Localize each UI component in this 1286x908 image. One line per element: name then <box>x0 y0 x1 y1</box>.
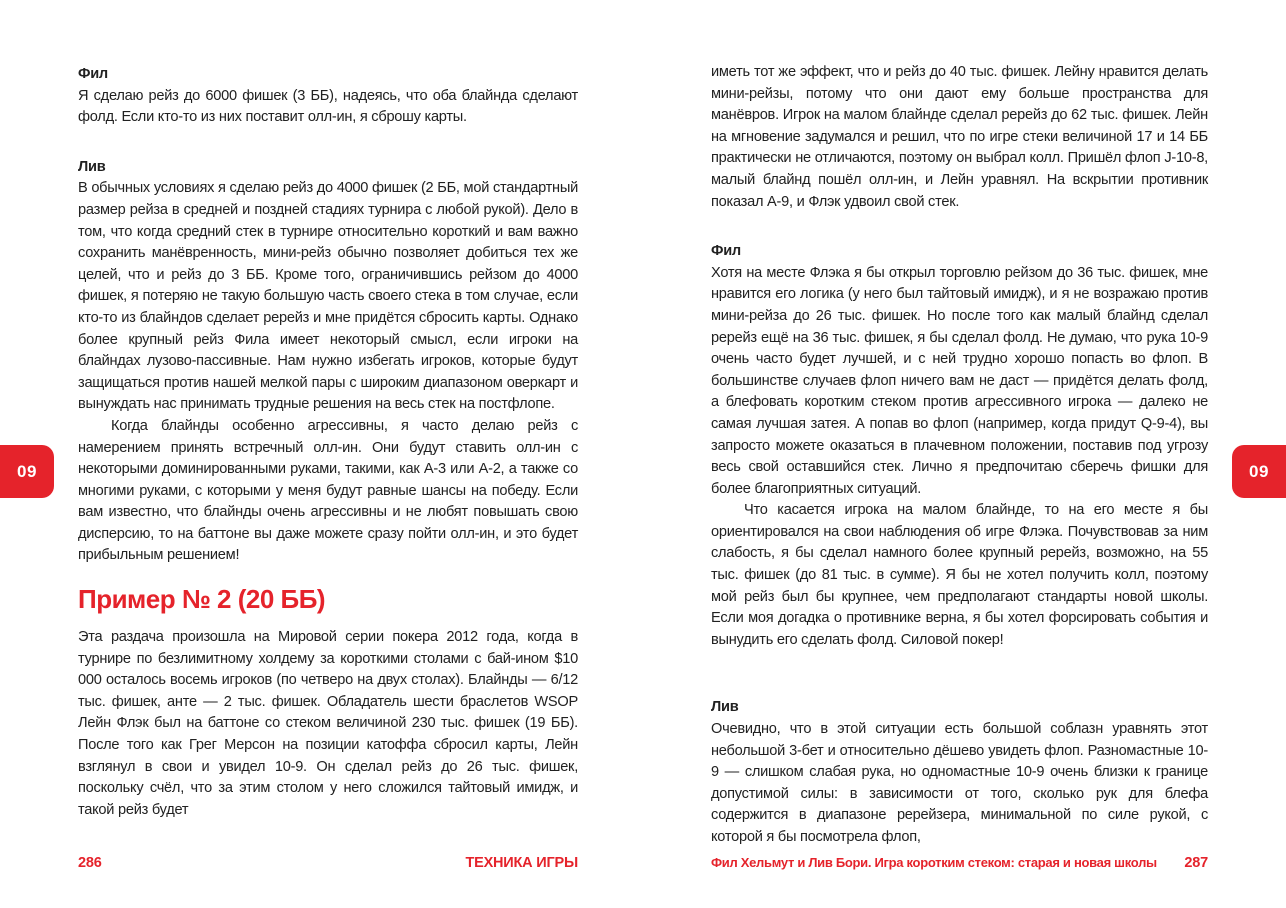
speaker-heading: Лив <box>78 158 106 175</box>
running-title-right: Фил Хельмут и Лив Бори. Игра коротким стеком: старая и новая школы <box>711 855 1157 870</box>
speaker-heading: Фил <box>711 243 741 260</box>
body-paragraph: иметь тот же эффект, что и рейз до 40 тыс. фишек. Лейну нравится делать мини-рейзы, потому что они дают ему больше пространства для манёвров. Игрок на малом блайнде сделал ререйз до 62 тыс. фишек. Лейн на мгновение задумался и решил, что по игре стеки величиной 17 и 14 ББ практически не отличаются, поэтому он выбрал колл. Пришёл флоп J-10-8, малый блайнд пошёл олл-ин, и Лейн уравнял. На вскрытии противник показал А-9, и Флэк удвоил свой стек. <box>711 64 1208 210</box>
body-paragraph: Когда блайнды особенно агрессивны, я часто делаю рейз с намерением принять встречный олл-ин. Они будут ставить олл-ин с некоторыми доминированными руками, такими, как А-3 или А-2, а также со многими руками, с которыми у меня будут равные шансы на победу. Если вам известно, что блайнды очень агрессивны и не любят повышать свою дисперсию, то на баттоне вы даже можете сразу пойти олл-ин, и это будет прибыльным решением! <box>78 417 578 564</box>
speaker-heading: Лив <box>711 699 739 716</box>
chapter-tab-right: 09 <box>1232 445 1286 498</box>
body-paragraph: Эта раздача произошла на Мировой серии покера 2012 года, когда в турнире по безлимитному холдему за короткими столами с бай-ином $10 000 осталось восемь игроков (по четверо на двух столах). Блайнды — 6/12 тыс. фишек, анте — 2 тыс. фишек. Обладатель шести браслетов WSOP Лейн Флэк был на баттоне со стеком величиной 230 тыс. фишек (19 ББ). После того как Грег Мерсон на позиции катоффа сбросил карты, Лейн взглянул в свои и увидел 10-9. Он сделал рейз до 26 тыс. фишек, поскольку счёл, что за этим столом у него сложился тайтовый имидж, и такой рейз будет <box>78 629 578 818</box>
body-paragraph: Я сделаю рейз до 6000 фишек (3 ББ), надеясь, что оба блайнда сделают фолд. Если кто-то из них поставит олл-ин, я сброшу карты. <box>78 87 578 126</box>
section-heading: Пример № 2 (20 ББ) <box>78 584 326 615</box>
running-title-left: ТЕХНИКА ИГРЫ <box>465 855 578 871</box>
body-paragraph: В обычных условиях я сделаю рейз до 4000 фишек (2 ББ, мой стандартный размер рейза в средней и поздней стадиях турнира с любой рукой). Дело в том, что когда средний стек в турнире относительно короткий и вам важно сохранить манёвренность, мини-рейз обычно позволяет добиться тех же целей, что и рейз до 3 ББ. Кроме того, ограничившись рейзом до 4000 фишек, я потеряю не такую большую часть своего стека в том случае, если кто-то из блайндов сделает ререйз и мне придётся сбросить карты. Однако более крупный рейз Фила имеет некоторый смысл, если игроки на блайндах лузово-пассивные. Нам нужно избегать игроков, которые будут защищаться против нашей мелкой пары с широким диапазоном оверкарт и вынуждать нас принимать трудные решения на весь стек на постфлопе. <box>78 180 578 413</box>
page-number-left: 286 <box>78 855 102 871</box>
page-left-content <box>78 64 578 821</box>
chapter-tab-left: 09 <box>0 445 54 498</box>
body-paragraph: Очевидно, что в этой ситуации есть большой соблазн уравнять этот небольшой 3-бет и относительно дёшево увидеть флоп. Разномастные 10-9 — слишком слабая рука, но одномастные 10-9 очень близки к границе допустимой силы: в зависимости от того, сколько рук для блефа содержится в диапазоне ререйзера, минимальной по силе рукой, с которой я бы посмотрела флоп, <box>711 721 1208 845</box>
page-right-content <box>711 62 1208 849</box>
body-paragraph: Хотя на месте Флэка я бы открыл торговлю рейзом до 36 тыс. фишек, мне нравится его логика (у него был тайтовый имидж), и я не возражаю против мини-рейза до 26 тыс. фишек. Но после того как малый блайнд сделал ререйз ещё на 36 тыс. фишек, я бы сделал фолд. Не думаю, что рука 10-9 очень часто будет лучшей, и с ней трудно хорошо попасть во флоп. В большинстве случаев флоп ничего вам не даст — придётся делать фолд, а блефовать коротким стеком против агрессивного игрока — далеко не самая лучшая затея. А попав во флоп (например, когда придут Q-9-4), вы запросто можете оказаться в плачевном положении, поставив под угрозу весь свой оставшийся стек. Лично я предпочитаю сберечь фишки для более благоприятных ситуаций. <box>711 264 1208 497</box>
page-right-footer <box>711 855 1208 875</box>
page-number-right: 287 <box>1184 855 1208 871</box>
speaker-heading: Фил <box>78 66 108 82</box>
page-left-footer <box>78 855 578 875</box>
body-paragraph: Что касается игрока на малом блайнде, то на его месте я бы ориентировался на свои наблюдения об игре Флэка. Почувствовав за ним слабость, я бы сделал намного более крупный ререйз, возможно, на 55 тыс. фишек (до 81 тыс. в сумме). Я бы не хотел получить колл, поэтому мой рейз был бы крупнее, чем предполагают стандарты новой школы. Если моя догадка о противнике верна, я бы хотел форсировать события и вынудить его сделать фолд. Силовой покер! <box>711 502 1208 648</box>
